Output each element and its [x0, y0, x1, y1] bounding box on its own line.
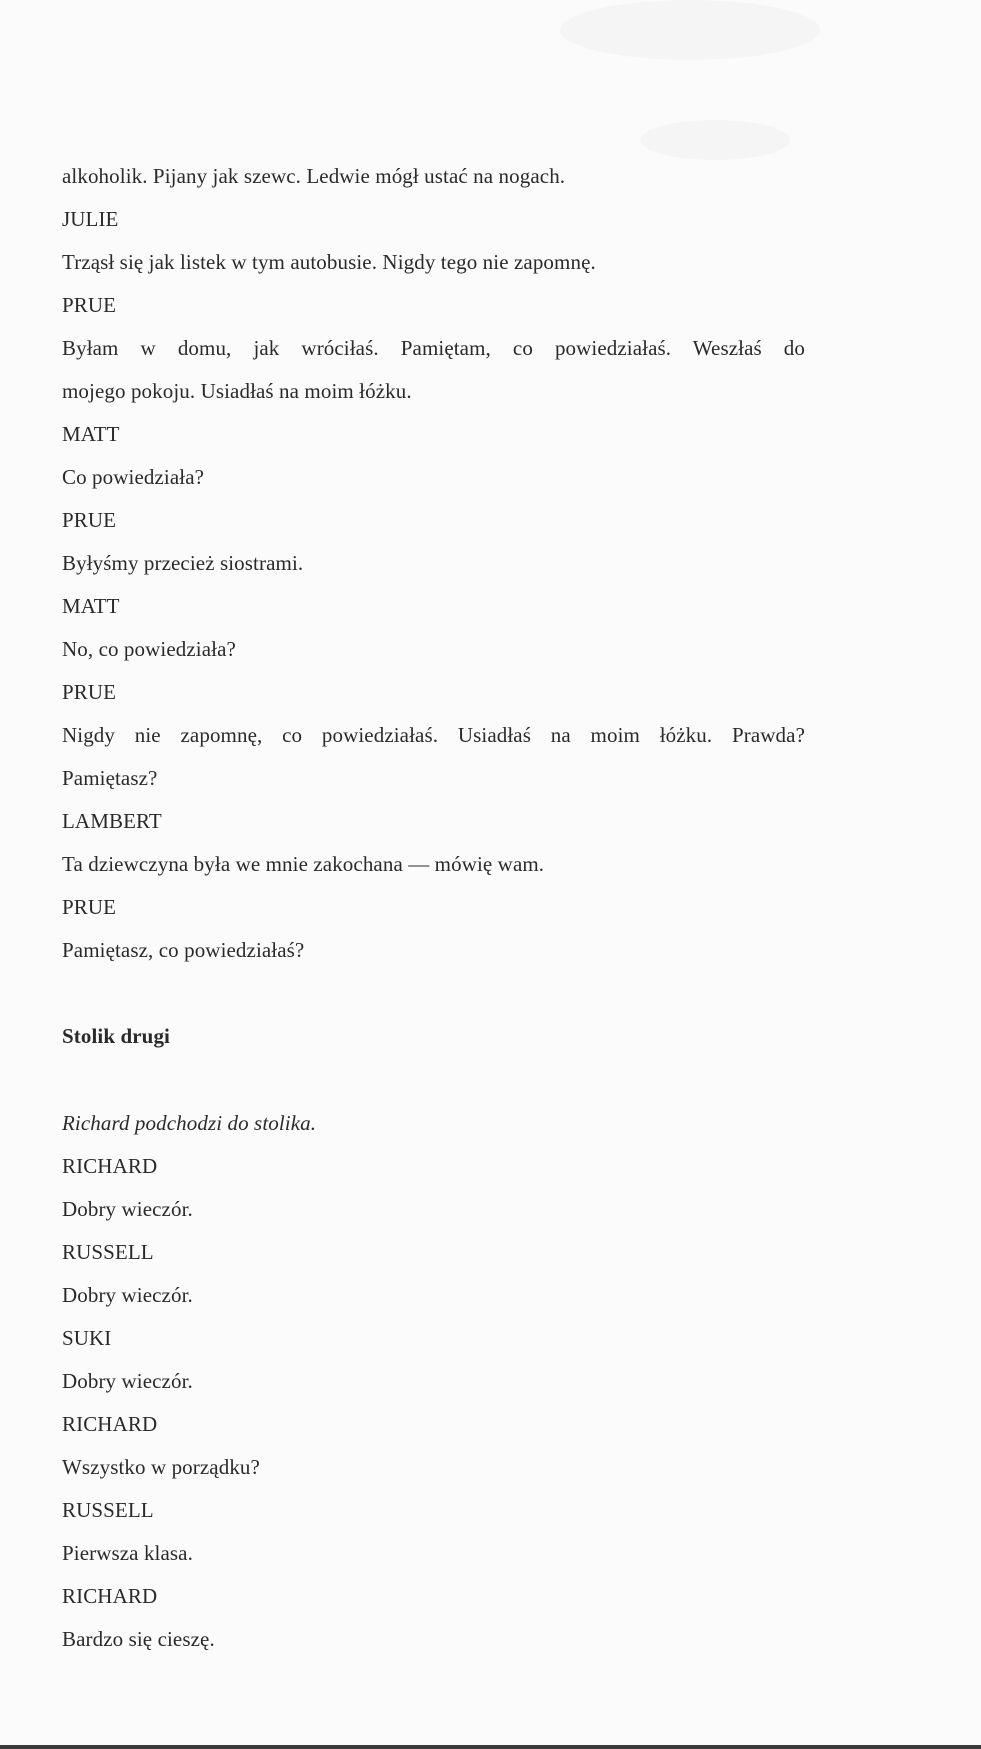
- dialogue-line: Pierwsza klasa.: [62, 1541, 193, 1565]
- character-name: JULIE: [62, 207, 119, 231]
- dialogue-line: Trząsł się jak listek w tym autobusie. Nigdy tego nie zapomnę.: [62, 250, 596, 274]
- dialogue-line: Nigdy nie zapomnę, co powiedziałaś. Usiadłaś na moim łóżku. Prawda?: [62, 723, 805, 747]
- dialogue-line: Dobry wieczór.: [62, 1369, 193, 1393]
- dialogue-line: Ta dziewczyna była we mnie zakochana — mówię wam.: [62, 852, 545, 876]
- character-name: RICHARD: [62, 1584, 158, 1608]
- dialogue-line: mojego pokoju. Usiadłaś na moim łóżku.: [62, 379, 412, 403]
- dialogue-line: alkoholik. Pijany jak szewc. Ledwie mógł ustać na nogach.: [62, 164, 566, 188]
- character-name: MATT: [62, 594, 120, 618]
- dialogue-line: Wszystko w porządku?: [62, 1455, 260, 1479]
- character-name: PRUE: [62, 508, 117, 532]
- character-name: PRUE: [62, 293, 117, 317]
- dialogue-line: Dobry wieczór.: [62, 1197, 193, 1221]
- show-through-smudge: [640, 120, 790, 160]
- character-name: RUSSELL: [62, 1498, 154, 1522]
- dialogue-line: Bardzo się cieszę.: [62, 1627, 215, 1651]
- dialogue-line: Pamiętasz?: [62, 766, 158, 790]
- stage-direction: Richard podchodzi do stolika.: [62, 1111, 317, 1135]
- character-name: RICHARD: [62, 1412, 158, 1436]
- dialogue-line: Co powiedziała?: [62, 465, 205, 489]
- dialogue-line: Dobry wieczór.: [62, 1283, 193, 1307]
- dialogue-line: Byłam w domu, jak wróciłaś. Pamiętam, co powiedziałaś. Weszłaś do: [62, 336, 805, 360]
- character-name: PRUE: [62, 895, 117, 919]
- dialogue-line: No, co powiedziała?: [62, 637, 236, 661]
- character-name: LAMBERT: [62, 809, 162, 833]
- dialogue-line: Byłyśmy przecież siostrami.: [62, 551, 304, 575]
- scene-heading: Stolik drugi: [62, 1024, 170, 1048]
- show-through-smudge: [560, 0, 820, 60]
- character-name: RUSSELL: [62, 1240, 154, 1264]
- character-name: RICHARD: [62, 1154, 158, 1178]
- character-name: SUKI: [62, 1326, 112, 1350]
- character-name: PRUE: [62, 680, 117, 704]
- scan-bottom-edge: [0, 1745, 981, 1749]
- dialogue-line: Pamiętasz, co powiedziałaś?: [62, 938, 305, 962]
- character-name: MATT: [62, 422, 120, 446]
